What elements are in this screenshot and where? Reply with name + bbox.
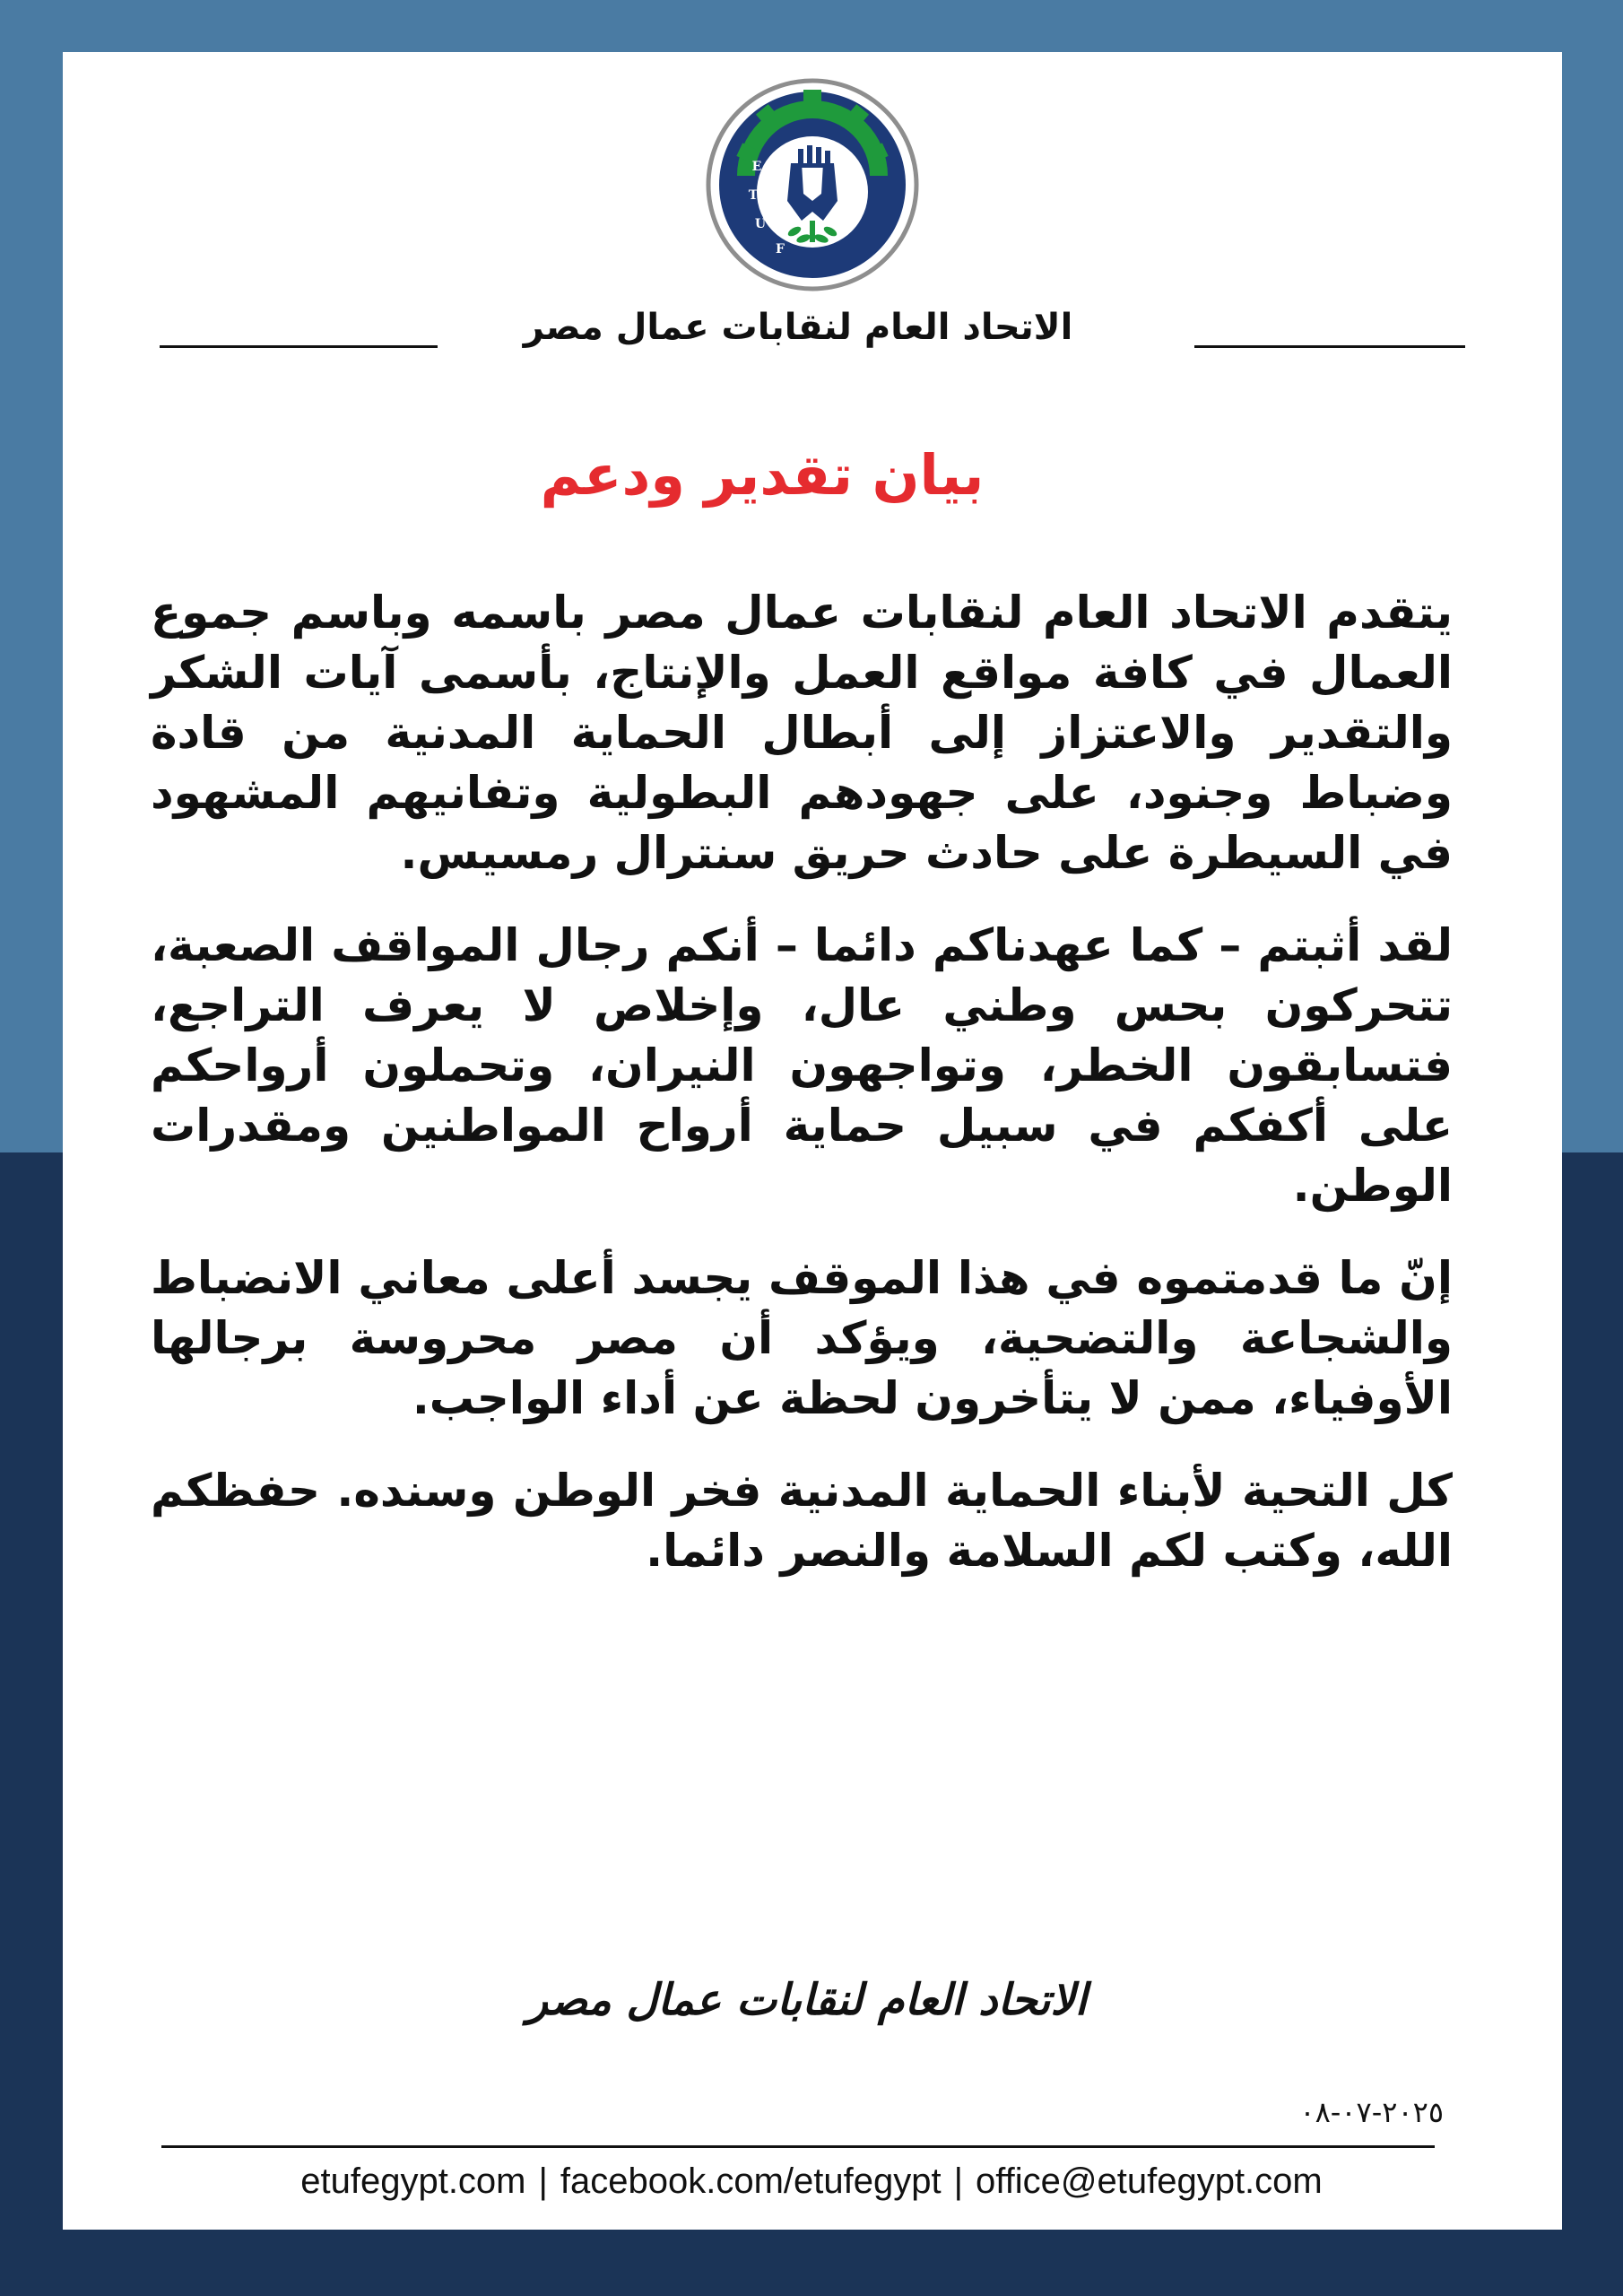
statement-paragraph-3: إنّ ما قدمتموه في هذا الموقف يجسد أعلى معاني الانضباط والشجاعة والتضحية، ويؤكد أن مصر محروسة برجالها الأوفياء، ممن لا يتأخرون لحظة عن أداء الواجب. (151, 1252, 1453, 1424)
logo-letter-e: E (751, 160, 762, 174)
footer-website-link[interactable]: etufegypt.com (300, 2161, 526, 2201)
footer-email-link[interactable]: office@etufegypt.com (976, 2161, 1323, 2201)
etuf-emblem-icon (705, 77, 920, 292)
footer-contacts (152, 2154, 1471, 2208)
logo-letter-f: F (776, 242, 785, 257)
header-rule-right (1194, 345, 1465, 348)
footer-facebook-link[interactable]: facebook.com/etufegypt (560, 2161, 942, 2201)
statement-paragraph-2: لقد أثبتم – كما عهدناكم دائما – أنكم رجال المواقف الصعبة، تتحركون بحس وطني عال، وإخلاص لا يعرف التراجع، فتسابقون الخطر، وتواجهون النيران، وتحملون أرواحكم على أكفكم في سبيل حماية أرواح المواطنين ومقدرات الوطن. (151, 919, 1453, 1212)
footer-separator: | (953, 2161, 963, 2201)
header-rule-left (160, 345, 438, 348)
statement-body (151, 583, 1453, 1613)
statement-date: ٢٠٢٥-٠٧-٠٨ (1299, 2095, 1444, 2129)
org-header-name: الاتحاد العام لنقابات عمال مصر (523, 307, 1073, 348)
logo-letter-u: U (754, 217, 767, 231)
footer-separator: | (538, 2161, 548, 2201)
logo-letter-t: T (748, 188, 759, 203)
statement-title: بيان تقدير ودعم (540, 442, 985, 508)
footer-rule (161, 2145, 1435, 2148)
signature: الاتحاد العام لنقابات عمال مصر (526, 1975, 1088, 2025)
statement-paragraph-4: كل التحية لأبناء الحماية المدنية فخر الوطن وسنده. حفظكم الله، وكتب لكم السلامة والنصر دائما. (151, 1465, 1453, 1577)
statement-paragraph-1: يتقدم الاتحاد العام لنقابات عمال مصر باسمه وباسم جموع العمال في كافة مواقع العمل والإنتاج، بأسمى آيات الشكر والتقدير والاعتزاز إلى أبطال الحماية المدنية من قادة وضباط وجنود، على جهودهم البطولية وتفانيهم المشهود في السيطرة على حادث حريق سنترال رمسيس. (151, 587, 1453, 879)
